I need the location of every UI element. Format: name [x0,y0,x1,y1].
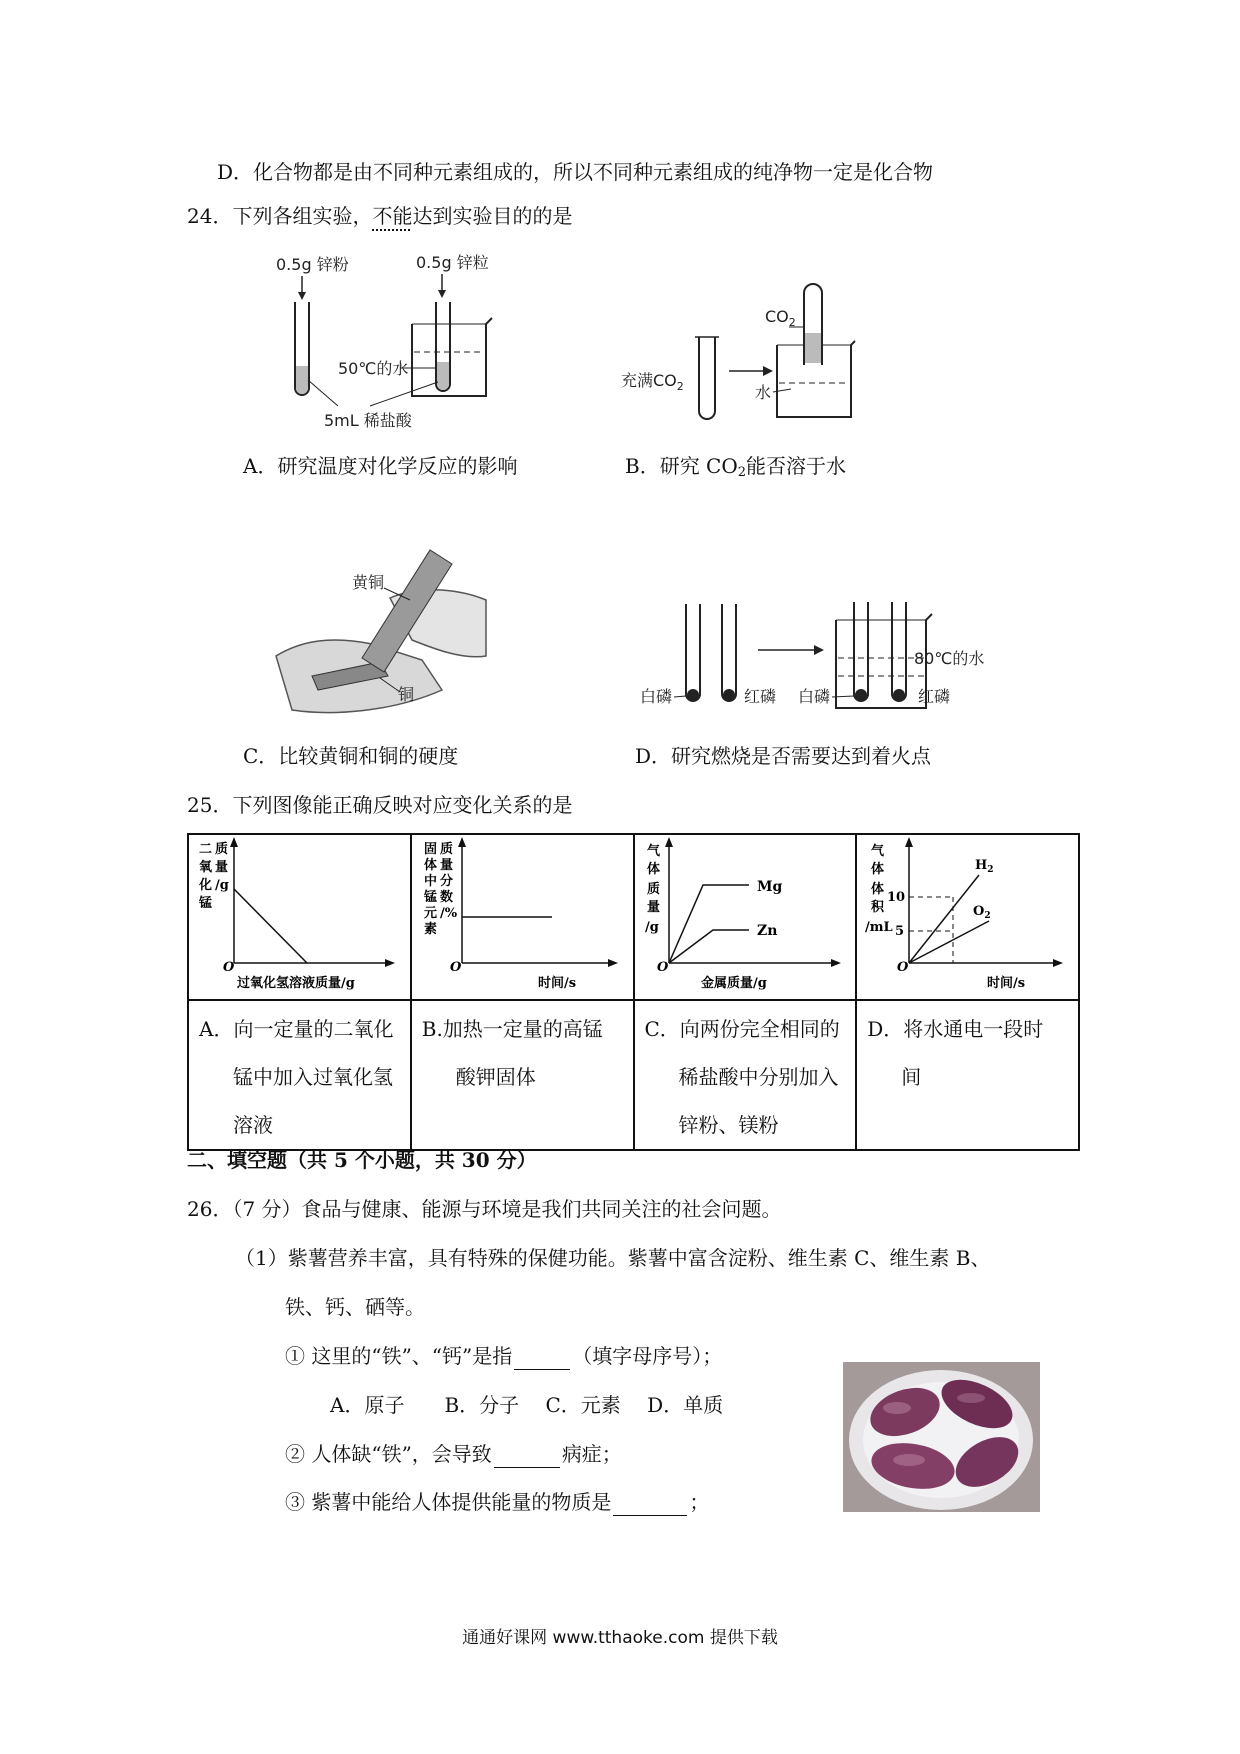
q25-chart-c-cell [634,834,857,1000]
fig-d-label-white-p-1: 白磷 [640,687,673,706]
q25-caption-a: A．向一定量的二氧化 锰中加入过氧化氢 溶液 [188,1000,411,1150]
q24-stem [187,202,572,230]
chart-d-o2-line [909,921,989,963]
q24-stem-emph: 不能 [372,204,413,228]
section-2-heading: 二、填空题（共 5 个小题，共 30 分） [187,1148,537,1172]
figure-b-co2-experiment [615,285,855,435]
chart-a-xlabel: 过氧化氢溶液质量/g [237,976,355,991]
q26-item-2: ② 人体缺“铁”，会导致 病症； [285,1442,622,1466]
q26-answer-blank-1[interactable] [514,1349,570,1370]
chart-d-tick-10: 10 [887,890,906,905]
fig-a-label-hcl: 5mL 稀盐酸 [324,411,412,430]
fig-a-label-zinc-powder: 0.5g 锌粉 [276,255,349,274]
chart-b-xlabel: 时间/s [537,976,576,991]
chart-d-series-h2: $H_2$ [975,858,994,875]
q24-caption-b [625,452,846,487]
figure-d-combustion-experiment [640,600,985,710]
q24-caption-b-sub: 2 [737,465,747,480]
fig-d-label-hot-water: 80℃的水 [914,649,985,668]
q26-p1-line2: 铁、钙、硒等。 [285,1295,425,1319]
q25-chart-b-cell [411,834,634,1000]
fig-c-label-brass: 黄铜 [352,573,385,592]
chart-c-mg-line [669,885,749,963]
q26-item-3: ③ 紫薯中能给人体提供能量的物质是 ； [285,1490,710,1514]
q24-caption-c: C．比较黄铜和铜的硬度 [243,744,459,768]
chart-c-ylabel: 气体质量/g [644,844,660,935]
figure-a-temperature-experiment [270,248,510,438]
q25-chart-table [187,833,1080,1151]
q26-item-1: ① 这里的“铁”、“钙”是指 （填字母序号）； [285,1344,723,1368]
fig-d-label-red-p-2: 红磷 [918,687,951,706]
q24-caption-a: A．研究温度对化学反应的影响 [243,454,518,478]
fig-b-label-water: 水 [755,383,772,402]
q24-caption-b-pre: B．研究 CO [625,454,738,478]
q25-chart-a [189,835,410,995]
q26-answer-blank-3[interactable] [613,1495,687,1516]
chart-d-xlabel: 时间/s [987,976,1026,991]
q25-chart-d [857,835,1078,995]
q24-caption-d: D．研究燃烧是否需要达到着火点 [635,744,932,768]
q25-caption-c: C．向两份完全相同的 稀盐酸中分别加入 锌粉、镁粉 [634,1000,857,1150]
q23-option-d: D．化合物都是由不同种元素组成的，所以不同种元素组成的纯净物一定是化合物 [217,160,934,184]
sweet-potato-photo [843,1362,1040,1512]
chart-d-h2-line [909,875,979,963]
q25-stem: 25．下列图像能正确反映对应变化关系的是 [187,793,573,817]
chart-c-series-zn: Zn [756,923,777,939]
fig-a-label-water: 50℃的水 [338,359,409,378]
chart-d-series-o2: $O_2$ [973,904,991,921]
q25-chart-b [412,835,633,995]
chart-c-origin: O [656,960,668,975]
fig-d-label-white-p-2: 白磷 [798,687,831,706]
page-footer: 通通好课网 www.tthaoke.com 提供下载 [462,1628,778,1648]
q26-p1-line1: （1）紫薯营养丰富，具有特殊的保健功能。紫薯中富含淀粉、维生素 C、维生素 B、 [235,1246,991,1270]
fig-b-label-full-co2: 充满$CO_2$ [621,371,684,393]
chart-c-series-mg: Mg [756,879,782,895]
fig-a-label-zinc-granules: 0.5g 锌粒 [416,253,489,272]
fig-c-label-copper: 铜 [398,685,415,704]
chart-c-xlabel: 金属质量/g [700,976,767,991]
chart-d-ylabel: 气体体积/mL [865,844,893,935]
q25-chart-d-cell [856,834,1079,1000]
q25-chart-a-cell [188,834,411,1000]
q26-stem: 26．（7 分）食品与健康、能源与环境是我们共同关注的社会问题。 [187,1197,782,1221]
chart-a-line [234,889,307,963]
chart-d-origin: O [897,960,909,975]
chart-a-ylabel-1: 二氧化锰 [199,842,213,911]
q25-caption-d: D．将水通电一段时 间 [856,1000,1079,1150]
q25-chart-c [635,835,856,995]
q24-stem-post: 达到实验目的的是 [412,204,573,228]
fig-b-label-co2: $CO_2$ [765,307,796,329]
q24-stem-pre: 24．下列各组实验， [187,204,373,228]
chart-b-ylabel-2: 质量分数/% [439,842,457,921]
chart-b-ylabel-1: 固体中锰元素 [423,842,437,937]
chart-b-origin: O [449,960,462,975]
figure-c-hardness-experiment [272,540,494,720]
q24-caption-b-post: 能否溶于水 [746,454,847,478]
q26-options: A．原子 B．分子 C．元素 D．单质 [330,1393,724,1417]
chart-d-tick-5: 5 [895,924,905,939]
q25-caption-b: B.加热一定量的高锰 酸钾固体 [411,1000,634,1150]
fig-d-label-red-p-1: 红磷 [744,687,777,706]
chart-a-origin: O [223,960,235,975]
chart-a-ylabel-2: 质量/g [215,842,229,893]
q26-answer-blank-2[interactable] [494,1447,560,1468]
